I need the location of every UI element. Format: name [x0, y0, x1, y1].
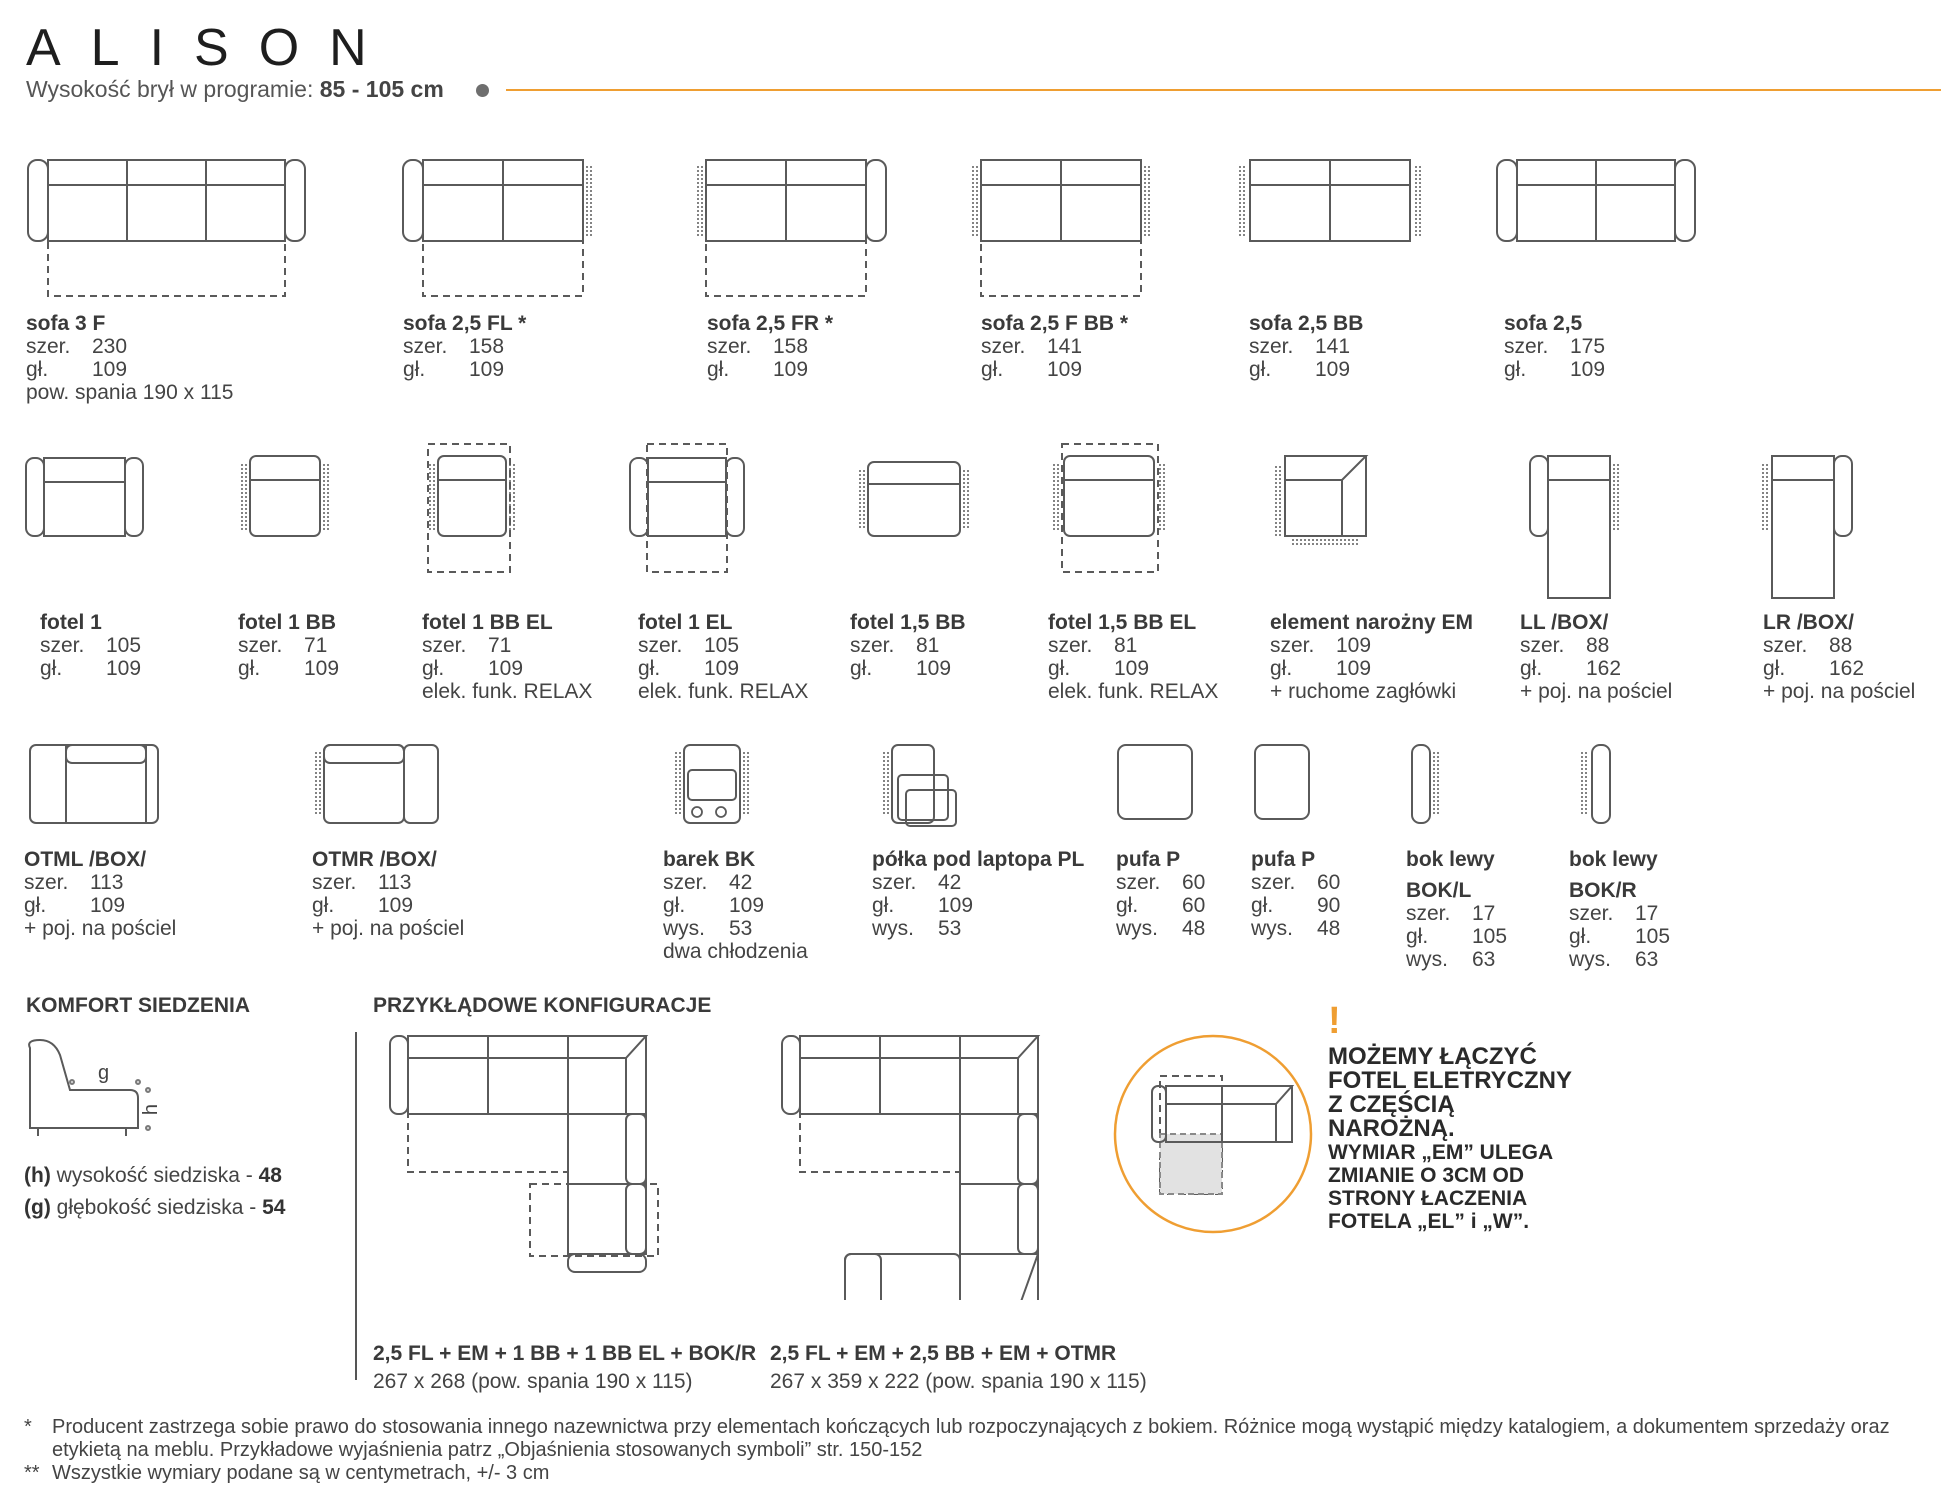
product-fotel-1: fotel 1 szer. 105 gł. 109	[40, 611, 142, 680]
height-range-subtitle	[26, 76, 444, 103]
product-fotel-1el: fotel 1 EL szer. 105 gł. 109 elek. funk. RELAX	[638, 611, 809, 703]
product-lr-box: LR /BOX/ szer. 88 gł. 162 + poj. na pościel	[1763, 611, 1916, 703]
sofa-25fl-icon	[403, 160, 591, 296]
otml-box-icon	[30, 745, 158, 823]
config-1-drawing	[390, 1036, 658, 1272]
product-corner-em: element narożny EM szer. 109 gł. 109 + ruchome zagłówki	[1270, 611, 1474, 703]
pouf-60-icon	[1118, 745, 1192, 819]
fotel-1bbel-icon	[428, 444, 514, 572]
sofa-25fr-icon	[698, 160, 886, 296]
product-fotel-1bbel: fotel 1 BB EL szer. 71 gł. 109 elek. funk. RELAX	[422, 611, 593, 703]
sofa-25fbb-icon	[973, 160, 1149, 296]
fotel-1-icon	[26, 458, 143, 536]
footnote-2: ** Wszystkie wymiary podane są w centymetrach, +/- 3 cm	[24, 1462, 550, 1484]
seat-h-label: h	[140, 1103, 163, 1116]
product-pouf-60: pufa P szer. 60 gł. 60 wys. 48	[1116, 848, 1206, 940]
product-sofa-25fl: sofa 2,5 FL * szer. 158 gł. 109	[403, 312, 527, 381]
seat-comfort-icon	[29, 1040, 150, 1136]
fotel-1bb-icon	[242, 456, 328, 536]
laptop-shelf-pl-icon	[884, 745, 956, 826]
sofa-25bb-icon	[1240, 160, 1420, 241]
side-bok-r-icon	[1582, 745, 1610, 823]
pouf-90-icon	[1255, 745, 1309, 819]
fotel-1el-icon	[630, 444, 744, 572]
configs-title: PRZYKŁĄDOWE KONFIGURACJE	[373, 994, 712, 1017]
product-bar-bk: barek BK szer. 42 gł. 109 wys. 53 dwa chłodzenia	[663, 848, 808, 963]
subtitle-prefix: Wysokość brył w programie:	[26, 76, 314, 102]
product-laptop-shelf-pl: półka pod laptopa PL szer. 42 gł. 109 wys. 53	[872, 848, 1085, 940]
product-sofa-25: sofa 2,5 szer. 175 gł. 109	[1504, 312, 1606, 381]
subtitle-value: 85 - 105 cm	[319, 76, 444, 102]
product-fotel-15bbel: fotel 1,5 BB EL szer. 81 gł. 109 elek. funk. RELAX	[1048, 611, 1219, 703]
ll-box-icon	[1530, 456, 1618, 598]
otmr-box-icon	[316, 745, 438, 823]
config-2-drawing	[782, 1036, 1038, 1300]
product-sofa-25bb: sofa 2,5 BB szer. 141 gł. 109	[1249, 312, 1364, 381]
product-sofa-25fbb: sofa 2,5 F BB * szer. 141 gł. 109	[981, 312, 1129, 381]
sofa-3f-icon	[28, 160, 305, 296]
product-otml-box: OTML /BOX/ szer. 113 gł. 109 + poj. na pościel	[24, 848, 177, 940]
fotel-15bbel-icon	[1054, 444, 1164, 572]
seat-g-label: g	[98, 1062, 110, 1084]
exclamation-icon: !	[1328, 1000, 1341, 1042]
bar-bk-icon	[676, 745, 748, 823]
product-side-bok-r: bok lewy BOK/R szer. 17 gł. 105 wys. 63	[1569, 848, 1671, 971]
komfort-values	[24, 1160, 285, 1224]
notice-circle-drawing	[1115, 1036, 1311, 1232]
komfort-title: KOMFORT SIEDZENIA	[26, 994, 250, 1017]
config-2-label: 2,5 FL + EM + 2,5 BB + EM + OTMR 267 x 359 x 222 (pow. spania 190 x 115)	[770, 1342, 1147, 1393]
lr-box-icon	[1763, 456, 1852, 598]
product-fotel-1bb: fotel 1 BB szer. 71 gł. 109	[238, 611, 340, 680]
seat-depth-line: (g) głębokość siedziska - 54	[24, 1196, 286, 1219]
product-pouf-90: pufa P szer. 60 gł. 90 wys. 48	[1251, 848, 1341, 940]
configs-divider	[355, 1032, 357, 1380]
header-accent-line	[506, 89, 1941, 91]
product-ll-box: LL /BOX/ szer. 88 gł. 162 + poj. na pościel	[1520, 611, 1673, 703]
side-bok-l-icon	[1412, 745, 1438, 823]
corner-em-icon	[1276, 456, 1366, 544]
footnote-1: * Producent zastrzega sobie prawo do stosowania innego nazewnictwa przy elementach kończących lub rozpoczynających z bokiem. Różnice mogą wystąpić między katalogiem, a dokumentem sprzedaży oraz etykietą na meblu. Przykładowe wyjaśnienia patrz „Objaśnienia stosowanych symboli” str. 150-152	[24, 1416, 1890, 1461]
footnotes	[24, 1416, 1924, 1485]
config-1-label: 2,5 FL + EM + 1 BB + 1 BB EL + BOK/R 267 x 268 (pow. spania 190 x 115)	[373, 1342, 757, 1393]
product-sofa-25fr: sofa 2,5 FR * szer. 158 gł. 109	[707, 312, 834, 381]
product-otmr-box: OTMR /BOX/ szer. 113 gł. 109 + poj. na pościel	[312, 848, 465, 940]
product-sofa-3f: sofa 3 F szer. 230 gł. 109 pow. spania 190 x 115	[26, 312, 234, 404]
product-fotel-15bb: fotel 1,5 BB szer. 81 gł. 109	[850, 611, 966, 680]
fotel-15bb-icon	[860, 462, 968, 536]
sofa-25-icon	[1497, 160, 1695, 241]
notice-text: MOŻEMY ŁĄCZYĆ FOTEL ELETRYCZNY Z CZĘŚCIĄ NAROŻNĄ. WYMIAR „EM” ULEGA ZMIANIE O 3CM OD STRONY ŁACZENIA FOTELA „EL” i „W”.	[1328, 1043, 1573, 1233]
seat-height-line: (h) wysokość siedziska - 48	[24, 1164, 282, 1187]
header-dot	[476, 84, 489, 97]
brand-title: ALISON	[26, 19, 397, 77]
product-side-bok-l: bok lewy BOK/L szer. 17 gł. 105 wys. 63	[1406, 848, 1508, 971]
